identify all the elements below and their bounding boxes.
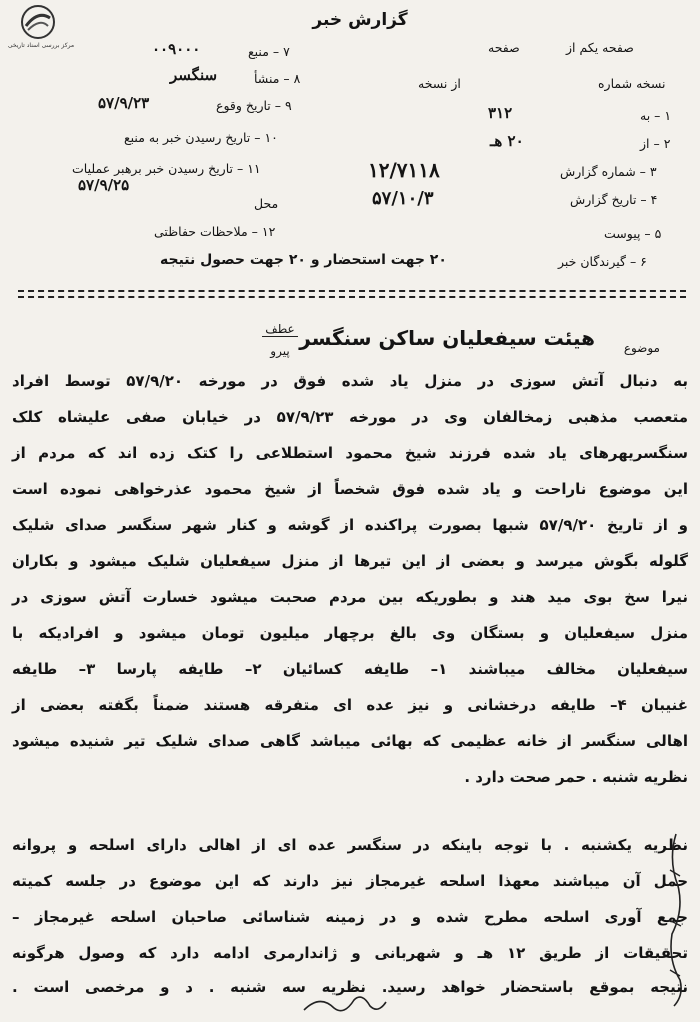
field-label-recipients: ۶ – گیرندگان خبر (558, 254, 647, 269)
handwritten-margin-note (664, 830, 688, 1010)
field-label-from: ۲ – از (640, 136, 671, 151)
field-value-origin: سنگسر (170, 66, 218, 84)
logo-caption: مرکز بررسی اسناد تاریخی (7, 42, 75, 49)
field-label-attachment: ۵ – پیوست (604, 226, 662, 241)
field-value-from: ۲۰ هـ (490, 132, 524, 150)
field-label-source: ۷ – منبع (248, 44, 290, 59)
body-line: حمل آن میباشند معهذا اسلحه غیرمجاز نیز دارند که این موضوع در جلسه کمیته (12, 872, 688, 890)
body-line: سنگسریهرهای یاد شده فرزند شیخ محمود استطلاعی را کتک زده اند که مردم از (12, 444, 688, 462)
field-label-copy: نسخه شماره (598, 76, 666, 91)
field-label-event-date: ۹ – تاریخ وقوع (216, 98, 292, 113)
field-value-received-leader: ۵۷/۹/۲۵ (78, 176, 130, 194)
body-line: گلوله بگوش میرسد و بعضی از این تیرها از منزل سیفعلیان شلیک میشود و بکاران (12, 552, 688, 570)
archive-emblem-icon (18, 4, 58, 40)
subject-label: موضوع (623, 341, 660, 355)
field-label-to: ۱ – به (640, 108, 672, 123)
field-label-origin: ۸ – منشأ (254, 71, 301, 86)
body-line: نظریه شنبه . حمر صحت دارد . (464, 768, 688, 786)
body-line: متعصب مذهبی زمخالفان وی در مورخه ۵۷/۹/۲۳ در خیابان صفی علیشاه کلک (12, 408, 688, 426)
field-value-page: صفحه (488, 40, 520, 55)
body-line: نیرا سخ بوی مید هند و بطوریکه بین مردم صحبت میشود خسارت آتش سوزی در (12, 588, 688, 606)
ref-label-atf: عطف (262, 322, 298, 337)
field-label-security-notes: ۱۲ – ملاحظات حفاظتی (154, 224, 276, 239)
field-value-source: ۰۰۹۰۰۰ (152, 40, 201, 58)
field-label-page: صفحه یکم از (566, 40, 634, 55)
field-value-recipients: ۲۰ جهت استحضار و ۲۰ جهت حصول نتیجه (160, 252, 447, 268)
field-label-received-source: ۱۰ – تاریخ رسیدن خبر به منبع (124, 130, 278, 145)
field-label-report-number: ۳ – شماره گزارش (560, 164, 657, 179)
form-title: گزارش خبر (312, 10, 408, 30)
field-value-copy: از نسخه (418, 76, 461, 91)
body-line: به دنبال آتش سوزی در منزل یاد شده فوق در مورخه ۵۷/۹/۲۰ توسط افراد (12, 372, 688, 390)
subject-value: هیئت سیفعلیان ساکن سنگسر (299, 326, 595, 350)
body-line: سیفعلیان مخالف میباشند ۱– طایفه کسائیان ۲– طایفه پارسا ۳– طایفه (12, 660, 688, 678)
field-value-event-date: ۵۷/۹/۲۳ (98, 94, 150, 112)
field-value-to: ۳۱۲ (488, 104, 513, 122)
field-label-received-leader: ۱۱ – تاریخ رسیدن خبر برهبر عملیات (72, 161, 261, 176)
body-line: اهالی سنگسر از خانه عظیمی که بهائی میباشد گاهی صدای شلیک تیر شنیده میشود (12, 732, 688, 750)
field-value-report-number: ۱۲/۷۱۱۸ (368, 158, 440, 182)
field-value-report-date: ۵۷/۱۰/۳ (372, 188, 434, 209)
signature-icon (300, 992, 390, 1018)
separator-bottom (18, 296, 686, 298)
body-line: جمع آوری اسلحه مطرح شده و در زمینه شناسائی صاحبان اسلحه غیرمجاز – (12, 908, 688, 926)
body-line: تحقیقات از طریق ۱۲ هـ و شهربانی و ژاندارمری ادامه دارد که وصول هرگونه (12, 944, 688, 962)
field-label-place: محل (254, 196, 279, 211)
archive-logo (6, 4, 76, 56)
ref-label-peyro: پیرو (270, 344, 290, 358)
body-line: غنیبان ۴– طایفه درخشانی و نیز عده ای متفرقه هستند ضمناً بگفته بعضی از (12, 696, 688, 714)
body-line: و از تاریخ ۵۷/۹/۲۰ شبها بصورت پراکنده از گوشه و کنار شهر سنگسر صدای شلیک (12, 516, 688, 534)
body-line: منزل سیفعلیان و بستگان وی بالغ برچهار میلیون تومان میشود و افرادیکه با (12, 624, 688, 642)
separator-top (18, 290, 686, 292)
body-line: نظریه یکشنبه . با توجه باینکه در سنگسر عده ای از اهالی دارای اسلحه و پروانه (12, 836, 688, 854)
body-line: این موضوع ناراحت و یاد شده فوق شخصاً از شیخ محمود عذرخواهی نموده است (12, 480, 688, 498)
field-label-report-date: ۴ – تاریخ گزارش (570, 192, 658, 207)
body-line: نتیجه بموقع باستحضار خواهد رسید. نظریه سه شنبه . د و مرخصی است . (12, 978, 688, 996)
